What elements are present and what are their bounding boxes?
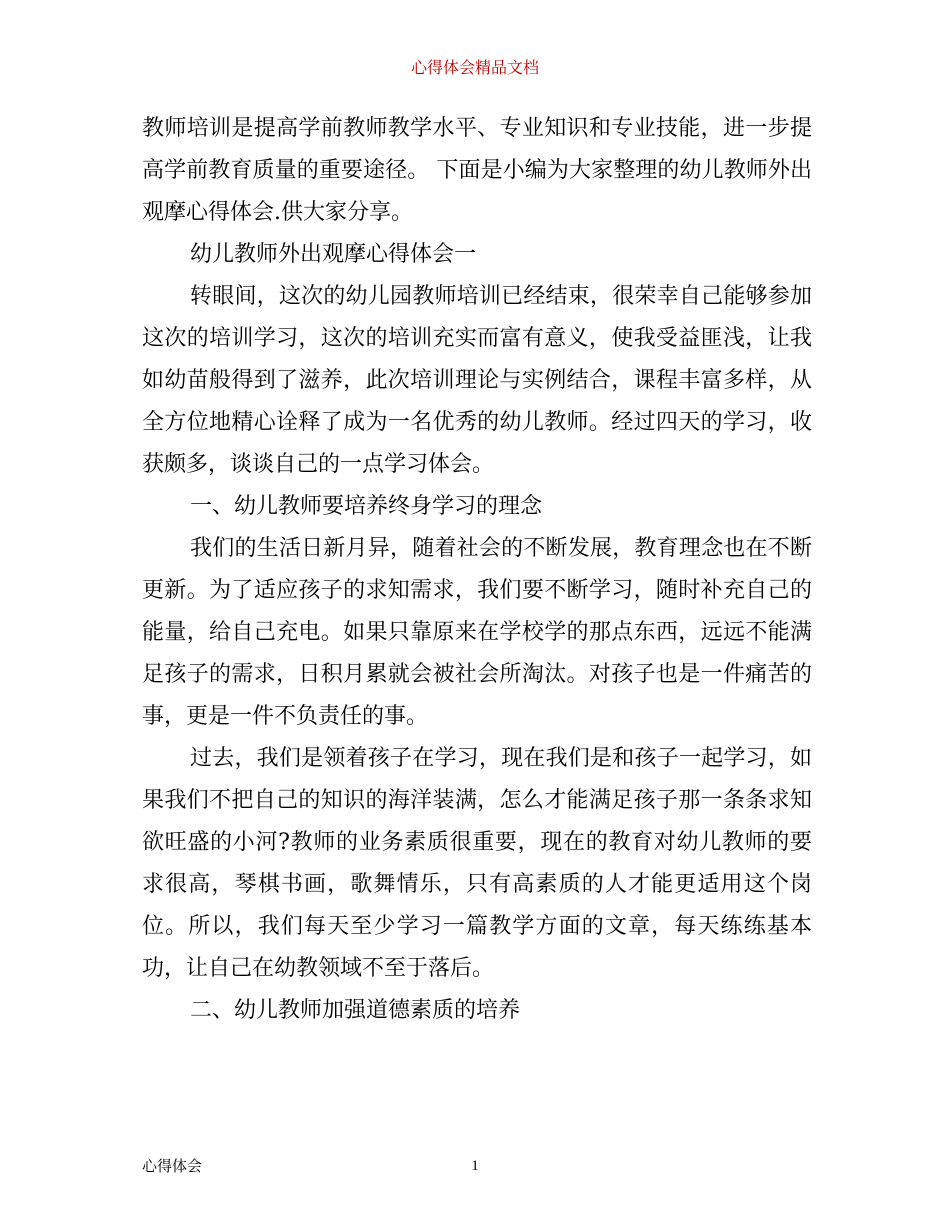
- body-paragraph: 我们的生活日新月异，随着社会的不断发展，教育理念也在不断更新。为了适应孩子的求知需求，我们要不断学习，随时补充自己的能量，给自己充电。如果只靠原来在学校学的那点东西，远远不能满足孩子的需求，日积月累就会被社会所淘汰。对孩子也是一件痛苦的事，更是一件不负责任的事。: [142, 536, 812, 729]
- footer-label: 心得体会: [142, 1157, 203, 1175]
- body-paragraph: 转眼间，这次的幼儿园教师培训已经结束，很荣幸自己能够参加这次的培训学习，这次的培训充实而富有意义，使我受益匪浅，让我如幼苗般得到了滋养，此次培训理论与实例结合，课程丰富多样，从全方位地精心诠释了成为一名优秀的幼儿教师。经过四天的学习，收获颇多，谈谈自己的一点学习体会。: [142, 284, 812, 477]
- heading-1: 一、幼儿教师要培养终身学习的理念: [190, 494, 543, 519]
- intro-paragraph: 教师培训是提高学前教师教学水平、专业知识和专业技能，进一步提高学前教育质量的重要途径。 下面是小编为大家整理的幼儿教师外出观摩心得体会.供大家分享。: [142, 116, 812, 225]
- page-number: 1: [471, 1158, 479, 1174]
- section-title: 幼儿教师外出观摩心得体会一: [190, 242, 477, 267]
- document-body: [142, 108, 812, 1032]
- page-header-title: 心得体会精品文档: [410, 58, 539, 77]
- body-paragraph: 过去，我们是领着孩子在学习，现在我们是和孩子一起学习，如果我们不把自己的知识的海洋装满，怎么才能满足孩子那一条条求知欲旺盛的小河?教师的业务素质很重要，现在的教育对幼儿教师的要求很高，琴棋书画，歌舞情乐，只有高素质的人才能更适用这个岗位。所以，我们每天至少学习一篇教学方面的文章，每天练练基本功，让自己在幼教领域不至于落后。: [142, 746, 812, 981]
- heading-2: 二、幼儿教师加强道德素质的培养: [190, 998, 521, 1023]
